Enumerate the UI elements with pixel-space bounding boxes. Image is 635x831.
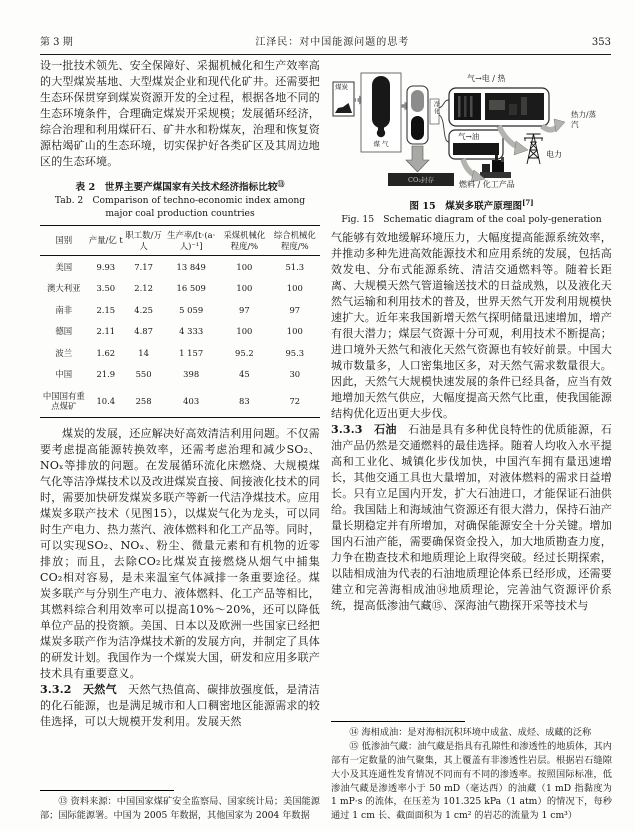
cell: 9.93 [96,261,116,272]
cell: 550 [135,369,152,380]
table-row [40,385,320,418]
col-header-productivity: 生产率/[t·(a·人)⁻¹] [163,226,219,256]
table-row [40,364,320,386]
cell: 51.3 [285,261,305,272]
cell: 美国 [55,261,73,272]
cell: 100 [236,326,253,337]
power-label: 电力 [546,150,562,159]
section-3-3-2-heading: 3.3.2 天然气 [40,683,117,697]
cell: 16 509 [176,283,206,294]
cell: 3.50 [96,283,116,294]
col-header-mining-mech: 采煤机械化程度/% [219,226,269,256]
cell: 10.4 [88,385,124,418]
cell: 澳大利亚 [47,283,81,294]
cell: 21.9 [96,369,116,380]
cell: 7.17 [134,261,153,272]
footnote-marine-oil: ⑭ 海相成油：是对海相沉积环境中成盆、成烃、成藏的泛称 [349,727,592,739]
table-row [40,299,320,321]
cell: 4.25 [134,304,153,315]
table-header-row [40,226,320,256]
cell: 95.3 [285,347,305,358]
cell: 2.12 [134,283,153,294]
co2-storage-label: CO₂封存 [408,176,434,184]
cell: 45 [239,369,250,380]
heat-steam-label: 热力/蒸汽 [571,110,597,129]
cell: 100 [286,326,303,337]
cell: 14 [138,347,149,358]
paragraph-coal-bases: 设一批技术领先、安全保障好、采掘机械化和生产效率高的大型煤炭基地、大型煤炭企业和现代化矿井。还需要把生态环保贯穿到煤炭资源开发的全过程，根据各地不同的生态环境条件，合理确定煤炭开采规模；发展循环经济，综合治理和利用煤矸石、矿井水和粉煤灰，治理和恢复资源枯竭矿山的生态环境，切实保护好各类矿区及其周边地区的生态环境。 [40,59,320,168]
cell: 97 [239,304,250,315]
cell: 1 157 [179,347,204,358]
col-header-output: 产量/亿 t [88,226,124,256]
cell: 波兰 [55,347,73,358]
fuel-chem-label: 燃料 / 化工产品 [459,180,515,189]
cell: 83 [219,385,269,418]
section-3-3-3-heading: 3.3.3 石油 [331,423,397,437]
running-head [40,33,611,55]
cell: 1.62 [96,347,116,358]
separator-icon [407,86,428,144]
cell: 30 [289,369,301,380]
issue-number: 第 3 期 [40,37,73,48]
table-row [40,342,320,364]
cell: 2.11 [96,326,116,337]
col-header-workers: 职工数/万人 [124,226,163,256]
cell: 100 [286,283,303,294]
section-3-3-3-text: 石油是具有多种优良特性的优质能源，石油产品仍然是交通燃料的最佳选择。随着人均收入水平提高和工业化、城镇化步伐加快，中国汽车拥有量迅速增长，其他交通工具也大量增加，对液体燃料的需求日益增长。只有立足国内开发，扩大石油进口，才能保证石油供给。我国陆上和海域油气资源还有很大潜力，保持石油产量长期稳定并有所增加，对确保能源安全十分关键。增加国内石油产能，需要确保资金投入，加大地质勘查力度，力争在勘查技术和地质理论上取得突破。经过长期探索，以陆相成油为代表的石油地质理论体系已经形成，还需要建立和完善海相成油⑭地质理论，完善油气资源评价系统，提高低渗油气藏⑮、深海油气勘探开采等技术与 [331,423,612,613]
paragraph-natural-gas: 气能够有效地缓解环境压力，大幅度提高能源系统效率，并推动多种先进高效能源技术和应用系统的发展，包括高效发电、分布式能源系统、清洁交通燃料等。随着长距离、大规模天然气管道输送技术的日益成熟，以及液化天然气运输和利用技术的普及，世界天然气开发利用规模快速扩大。近年来我国新增天然气探明储量迅速增加，增产有很大潜力；煤层气资源十分可观，利用技术不断提高；进口境外天然气和液化天然气资源也有较好前景。中国大城市数量多，人口密集地区多，对天然气需求数量很大。因此，天然气大规模快速发展的条件已经具备，应当有效地增加天然气供应，大幅度提高天然气比重，使我国能源结构优化迈出更大步伐。 [331,231,612,421]
flow-arrow-to-fuel [463,159,485,182]
purifier-label: 净化 [432,101,440,115]
section-3-3-2 [40,682,320,730]
cell: 398 [183,369,200,380]
cell: 4 333 [179,326,204,337]
col-header-country: 国别 [40,226,88,256]
table-row [40,278,320,300]
connector-lines [439,100,449,142]
cell: 南非 [55,304,73,315]
cell: 5 059 [179,304,204,315]
gas-to-oil-label: 气→油 [458,132,480,141]
table-caption-en-line2: major coal production countries [105,208,255,220]
gas-to-power-unit-icon [449,88,549,126]
cell: 4.87 [134,326,153,337]
footnote-low-permeability: ⑮ 低渗油气藏：油气藏是指具有孔隙性和渗透性的地质体，其内部有一定数量的油气聚集，其上覆盖有非渗透性岩层。根据岩石缝隙大小及其连通性发育情况不同而有不同的渗透率。按照国际标准，低渗油气藏是渗透率小于 50 mD（毫达西）的油藏（1 mD 指黏度为 1 mP·s 的流体，在压差为 101.325 kPa（1 atm）的情况下，每秒通过 1 cm 长、截面面积为 1 cm² 的岩芯的流量为 1 cm³） [331,741,612,822]
cell: 中国 [55,369,73,380]
table-caption-zh [40,177,320,194]
cell: 100 [236,261,253,272]
page-number: 353 [591,37,611,48]
cell: 97 [289,304,301,315]
table-footnote-marker: ⑬ [277,179,285,188]
left-footnote-block [40,785,320,823]
coal-label: 煤炭 [335,83,348,91]
cell: 95.2 [235,347,254,358]
poly-generation-figure [331,60,613,192]
figure-caption-en: Fig. 15 Schematic diagram of the coal poly-generation [341,214,602,226]
two-column-body [40,58,612,823]
table-row [40,256,320,278]
col-header-comprehensive-mech: 综合机械化程度/% [270,226,320,256]
right-footnote-block [331,716,612,823]
coal-countries-table [40,225,320,418]
figure-caption-zh-text: 图 15 煤炭多联产原理图 [409,201,523,213]
figure-caption-zh [331,196,612,213]
cell: 德国 [55,326,73,337]
footnote-rule [40,790,174,791]
co2-arrow-icon [406,146,429,172]
cell: 403 [163,385,219,418]
section-3-3-3 [331,422,612,614]
cell: 258 [124,385,163,418]
table-caption-zh-text: 表 2 世界主要产煤国家有关技术经济指标比较 [75,182,278,194]
running-title: 江泽民：对中国能源问题的思考 [255,37,410,48]
right-column [331,58,612,823]
footnote-rule [331,721,465,722]
paragraph-clean-coal: 煤炭的发展，还应解决好高效清洁利用问题。不仅需要考虑提高能源转换效率，还需考虑治理和减少SO₂、NOₓ等排放的问题。在发展循环流化床燃烧、大规模煤气化等洁净煤技术以及改进煤炭直接、间接液化技术的同时，需要加快研发煤炭多联产等新一代洁净煤技术。应用煤炭多联产技术（见图15），以煤炭气化为龙头，可以同时生产电力、热力蒸汽、液体燃料和化工产品等。同时，可以实现SO₂、NOₓ、粉尘、微量元素和有机物的近零排放；而且，去除CO₂比煤炭直接燃烧从烟气中捕集CO₂相对容易，是未来温室气体减排一条重要途径。煤炭多联产与分别生产电力、液体燃料、化工产品等相比，其燃料综合利用效率可以提高10%～20%，还可以降低单位产品的投资额。美国、日本以及欧洲一些国家已经把煤炭多联产作为洁净煤技术新的发展方向，并制定了具体的研发计划。我国作为一个煤炭大国，研发和应用多联产技术具有重要意义。 [40,427,320,681]
section-3-3-2-text: 天然气热值高、碳排放强度低，是清洁的化石能源，也是满足城市和人口稠密地区能源需求的较佳选择，可以大规模开发利用。发展天然 [40,683,320,729]
cell: 中国国有重点煤矿 [40,385,88,418]
footnote-data-source: ⑬ 资料来源：中国国家煤矿安全监察局、国家统计局；美国能源部；国际能源署。中国为 2005 年数据，其他国家为 2004 年数据 [40,796,320,822]
figure-reference-marker: [7] [522,198,534,207]
gas-to-power-label: 气→电 / 热 [467,74,506,83]
gasifier-label: 煤 气 [373,140,389,148]
cell: 100 [236,283,253,294]
cell: 72 [270,385,320,418]
left-column [40,58,320,823]
table-row [40,321,320,343]
cell: 2.15 [96,304,116,315]
cell: 13 849 [176,261,206,272]
table-caption-en-line1: Tab. 2 Comparison of techno-economic index among [54,195,306,207]
